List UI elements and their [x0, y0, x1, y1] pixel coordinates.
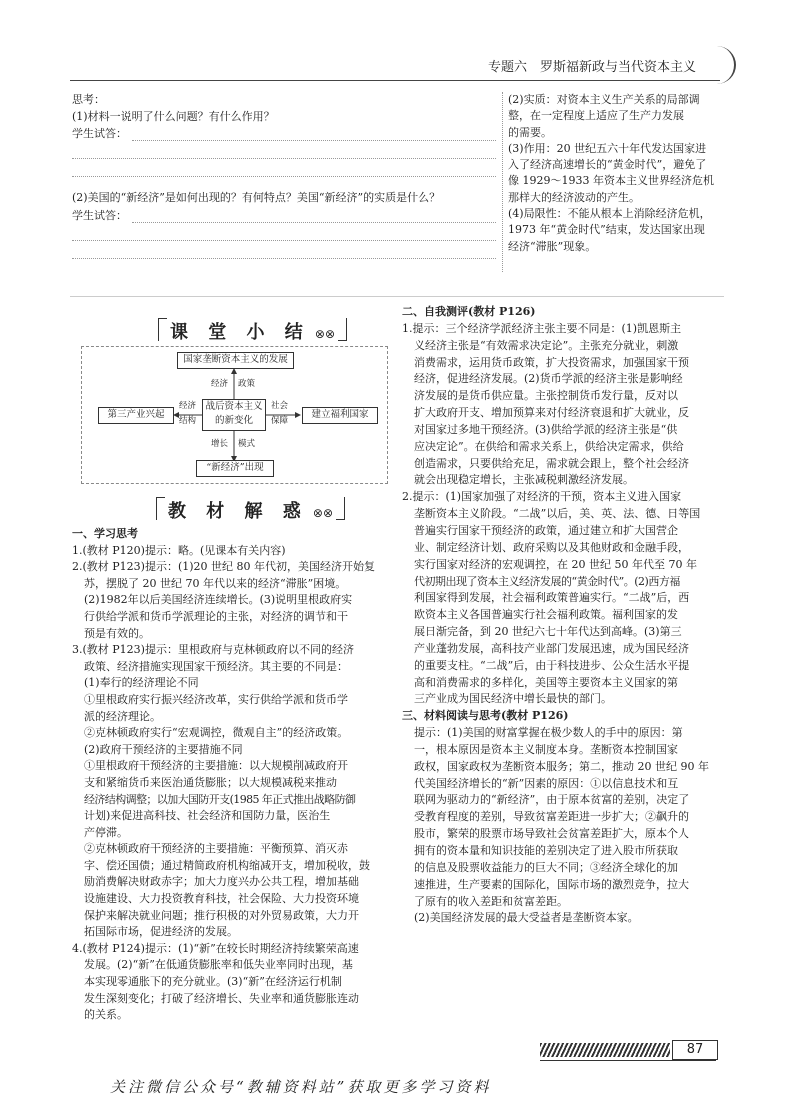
text-line: 垄断资本主义阶段。“二战”以后，美、英、法、德、日等国: [414, 507, 701, 521]
text-line: (2)美国经济发展的最大受益者是垄断资本家。: [414, 911, 639, 925]
self-test-content: [402, 304, 724, 927]
text-line: ①里根政府干预经济的主要措施：以大规模削减政府开: [84, 759, 348, 773]
text-line: 发生深刻变化；打破了经济增长、失业率和通货膨胀连动: [84, 991, 359, 1005]
text-line: 的重要支柱。“二战”后，由于科技进步、公众生活水平提: [414, 658, 690, 672]
answer-line[interactable]: [72, 258, 496, 259]
text-line: 拥有的资本量和知识技能的差别决定了进入股市所获取: [414, 844, 678, 857]
text-line: 的关系。: [84, 1008, 128, 1022]
section-heading: 二、自我测评(教材 P126): [402, 305, 536, 318]
box-welfare-state: 建立福利国家: [302, 407, 378, 424]
text-line: 产业蓬勃发展，高科技产业部门发展迅速，成为国民经济: [414, 641, 689, 655]
jiehuo-content: [72, 526, 390, 1024]
jiehuo-title-wrap: [168, 497, 333, 523]
text-line: 经济结构调整；以加大国防开支(1985 年正式推出战略防御: [84, 792, 356, 806]
text-line: 苏，摆脱了 20 世纪 70 年代以来的经济“滞胀”困境。: [84, 576, 347, 590]
text-line: ②克林顿政府实行“宏观调控，微观自主”的经济政策。: [84, 726, 349, 740]
text-line: 像 1929～1933 年资本主义世界经济危机: [508, 174, 714, 188]
jiehuo-title: 教 材 解 惑: [168, 501, 308, 522]
column-divider: [502, 92, 503, 272]
text-line: 经济“滞胀”现象。: [508, 239, 597, 253]
text-line: 字、偿还国债；通过精简政府机构缩减开支，增加税收，鼓: [84, 858, 370, 872]
box-postwar-changes: 战后资本主义的新变化: [202, 399, 266, 431]
label-policy: 政策: [238, 379, 256, 389]
text-line: 支和紧缩货币来医治通货膨胀；以大规模减税来推动: [84, 775, 337, 789]
text-line: 联网为驱动力的“新经济”，由于原本贫富的差别，决定了: [414, 793, 690, 807]
text-line: 预是有效的。: [84, 626, 150, 640]
wave-icon: ⊗⊗: [314, 327, 336, 341]
text-line: (2)政府干预经济的主要措施不同: [84, 742, 243, 756]
answer-label-2: 学生试答：: [72, 209, 127, 222]
text-line: 利国家得到发展，社会福利政策普遍实行。“二战”后，西: [414, 591, 690, 605]
bracket-left: [156, 497, 165, 520]
text-line: 1.提示：三个经济学派经济主张主要不同是：(1)凯恩斯主: [402, 321, 682, 335]
text-line: 应决定论”。在供给和需求关系上，供给决定需求，供给: [414, 439, 684, 453]
text-line: 提示：(1)美国的财富掌握在极少数人的手中的原因：第: [414, 726, 683, 740]
text-line: 整，在一定程度上适应了生产力发展: [508, 109, 684, 123]
text-line: 励消费解决财政赤字；加大力度兴办公共工程，增加基础: [84, 875, 359, 889]
answer-line[interactable]: [132, 222, 496, 223]
page-number-rule: [540, 1060, 716, 1061]
label-security: 保障: [271, 416, 289, 426]
text-line: 2.(教材 P123)提示：(1)20 世纪 80 年代初，美国经济开始复: [72, 560, 376, 574]
bracket-right: [336, 497, 345, 520]
text-line: 展日渐完备，到 20 世纪六七十年代达到高峰。(3)第三: [414, 625, 682, 639]
text-line: 实行国家对经济的宏观调控，在 20 世纪 50 年代至 70 年: [414, 557, 697, 571]
box-monopoly-capitalism: 国家垄断资本主义的发展: [177, 352, 294, 369]
text-line: 计划)来促进高科技、社会经济和国防力量，医治生: [84, 809, 331, 823]
header-curve-decoration: [712, 46, 736, 84]
text-line: 义经济主张是“有效需求决定论”。主张充分就业，刺激: [414, 338, 679, 352]
section-heading: 一、学习思考: [72, 527, 138, 540]
text-line: (4)局限性：不能从根本上消除经济危机，: [508, 207, 711, 221]
text-line: 创造需求，只要供给充足，需求就会跟上，整个社会经济: [414, 456, 689, 470]
label-economic: 经济: [211, 379, 229, 389]
text-line: 济发展的是货币供应量。主张控制货币发行量，反对以: [414, 389, 678, 403]
text-line: 代美国经济增长的“新”因素的原因：①以信息技术和互: [414, 776, 679, 790]
text-line: 就会出现稳定增长，主张减税刺激经济发展。: [414, 473, 634, 487]
page-number-stripes: [540, 1043, 670, 1057]
wave-icon: ⊗⊗: [312, 506, 334, 520]
text-line: 业、制定经济计划、政府采购以及其他财政和金融手段，: [414, 540, 689, 554]
text-line: 保护来解决就业问题；推行积极的对外贸易政策，大力开: [84, 908, 359, 922]
text-line: 消费需求，运用货币政策，扩大投资需求，加强国家干预: [414, 355, 689, 369]
footer-watermark: 关注微信公众号“教辅资料站”获取更多学习资料: [110, 1078, 492, 1096]
text-line: 派的经济理论。: [84, 709, 161, 723]
text-line: 4.(教材 P124)提示：(1)“新”在较长时期经济持续繁荣高速: [72, 941, 359, 955]
text-line: 产停滞。: [84, 825, 128, 839]
text-line: 3.(教材 P123)提示：里根政府与克林顿政府以不同的经济: [72, 643, 354, 657]
text-line: (3)作用：20 世纪五六十年代发达国家进: [508, 141, 707, 155]
bracket-left: [158, 318, 167, 341]
answer-line[interactable]: [72, 158, 496, 159]
text-line: 1.(教材 P120)提示：略。(见课本有关内容): [72, 543, 286, 557]
text-line: 行供给学派和货币学派理论的主张，对经济的调节和干: [84, 609, 348, 623]
text-line: 设施建设、大力投资教育科技，社会保险、大力投资环境: [84, 892, 359, 906]
label-growth: 增长: [211, 439, 229, 449]
summary-title: 课 堂 小 结: [170, 322, 310, 343]
page-number: 87: [672, 1040, 718, 1060]
answer-label-1: 学生试答：: [72, 127, 127, 140]
section-heading: 三、材料阅读与思考(教材 P126): [402, 709, 569, 723]
text-line: (2)实质：对资本主义生产关系的局部调: [508, 93, 700, 106]
box-new-economy: “新经济”出现: [196, 460, 274, 477]
text-line: 代初期出现了资本主义经济发展的“黄金时代”。(2)西方福: [414, 574, 680, 588]
summary-diagram: [81, 346, 388, 484]
text-line: (2)1982年以后美国经济连续增长。(3)说明里根政府实: [84, 593, 353, 607]
answer-line[interactable]: [72, 176, 496, 177]
text-line: 了原有的收入差距和贫富差距。: [414, 894, 568, 908]
text-line: 的需要。: [508, 125, 552, 139]
bracket-right: [338, 318, 347, 341]
text-line: 政策、经济措施实现国家干预经济。其主要的不同是：: [84, 659, 348, 673]
text-line: 高和消费需求的多样化，美国等主要资本主义国家的第: [414, 675, 678, 689]
text-line: 扩大政府开支、增加预算来对付经济衰退和扩大就业，反: [414, 406, 689, 420]
text-line: 本实现零通胀下的充分就业。(3)“新”在经济运行机制: [84, 975, 342, 989]
label-structure: 结构: [179, 416, 197, 426]
text-line: 经济，促进经济发展。(2)货币学派的经济主张是影响经: [414, 372, 683, 386]
answer-line[interactable]: [72, 240, 496, 241]
box-tertiary-industry: 第三产业兴起: [98, 407, 174, 424]
text-line: 受教育程度的差别，导致贫富差距进一步扩大；②飙升的: [414, 810, 689, 824]
right-top-answer: [508, 92, 722, 255]
header-rule: [70, 80, 720, 81]
text-line: 欧资本主义各国普遍实行社会福利政策。福利国家的发: [414, 608, 678, 622]
text-line: (1)奉行的经济理论不同: [84, 676, 199, 690]
text-line: 拓国际市场，促进经济的发展。: [84, 925, 238, 939]
label-social: 社会: [271, 401, 289, 411]
think-question-2: (2)美国的“新经济”是如何出现的？有何特点？美国“新经济”的实质是什么？: [72, 191, 441, 204]
text-line: 发展。(2)“新”在低通货膨胀率和低失业率同时出现，基: [84, 958, 353, 972]
section-rule: [70, 296, 724, 297]
text-line: 的信息及股票收益能力的巨大不同；③经济全球化的加: [414, 860, 678, 874]
think-question-1: (1)材料一说明了什么问题？有什么作用？: [72, 110, 275, 123]
text-line: 速推进，生产要素的国际化，国际市场的激烈竞争，拉大: [414, 877, 689, 891]
page-header-title: 专题六 罗斯福新政与当代资本主义: [488, 60, 697, 75]
text-line: ②克林顿政府干预经济的主要措施：平衡预算、消灭赤: [84, 842, 348, 856]
text-line: 1973 年“黄金时代”结束，发达国家出现: [508, 223, 705, 237]
text-line: 普遍实行国家干预经济的政策，通过建立和扩大国营企: [414, 523, 678, 537]
text-line: 股市，繁荣的股票市场导致社会贫富差距扩大，原本个人: [414, 827, 689, 841]
text-line: 三产业成为国民经济中增长最快的部门。: [414, 692, 612, 706]
answer-line[interactable]: [132, 140, 496, 141]
text-line: 那样大的经济波动的产生。: [508, 190, 640, 204]
text-line: 入了经济高速增长的“黄金时代”，避免了: [508, 158, 707, 172]
text-line: ①里根政府实行振兴经济改革，实行供给学派和货币学: [84, 692, 348, 706]
text-line: 对国家过多地干预经济。(3)供给学派的经济主张是“供: [414, 422, 678, 436]
label-mode: 模式: [238, 439, 256, 449]
text-line: 政权，国家政权为垄断资本服务；第二，推动 20 世纪 90 年: [414, 759, 709, 773]
think-heading: 思考：: [72, 93, 105, 106]
text-line: 一，根本原因是资本主义制度本身。垄断资本控制国家: [414, 742, 678, 756]
label-economic-2: 经济: [179, 401, 197, 411]
summary-title-wrap: [170, 318, 335, 344]
text-line: 2.提示：(1)国家加强了对经济的干预，资本主义进入国家: [402, 490, 682, 504]
